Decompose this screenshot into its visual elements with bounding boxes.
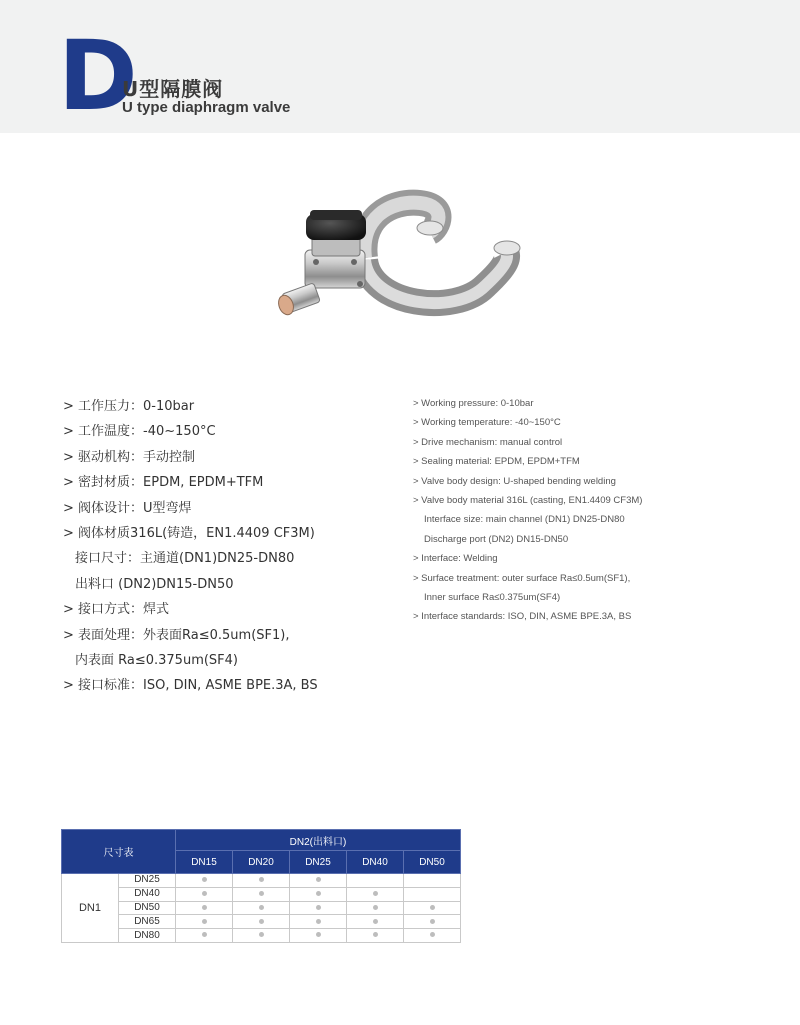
product-image (270, 188, 530, 333)
size-table (61, 829, 461, 943)
available-dot-icon (316, 905, 321, 910)
spec-en-item: Interface size: main channel (DN1) DN25-DN80 (424, 514, 625, 526)
product-title-en: U type diaphragm valve (122, 99, 291, 116)
availability-cell (176, 874, 233, 888)
spec-en-item: > Valve body design: U-shaped bending welding (413, 475, 616, 487)
availability-cell (176, 915, 233, 929)
spec-en-item: Inner surface Ra≤0.375um(SF4) (424, 591, 561, 603)
available-dot-icon (259, 932, 264, 937)
availability-cell (233, 901, 290, 915)
spec-en-item: Discharge port (DN2) DN15-DN50 (424, 533, 569, 545)
available-dot-icon (259, 877, 264, 882)
availability-cell (176, 901, 233, 915)
available-dot-icon (430, 932, 435, 937)
available-dot-icon (430, 905, 435, 910)
spec-list-en (413, 394, 773, 627)
available-dot-icon (202, 905, 207, 910)
size-table-body (62, 874, 461, 943)
spec-cn-item: > 工作压力：0-10bar (63, 399, 195, 414)
availability-cell (290, 929, 347, 943)
available-dot-icon (373, 891, 378, 896)
availability-cell (404, 887, 461, 901)
availability-cell (176, 887, 233, 901)
table-row (62, 915, 461, 929)
valve-illustration (270, 188, 530, 328)
availability-cell (233, 874, 290, 888)
column-header: DN15 (176, 851, 233, 874)
row-label: DN65 (119, 915, 176, 929)
spec-cn-item: > 工作温度：-40~150°C (63, 424, 216, 440)
row-label: DN25 (119, 874, 176, 888)
spec-cn-item: > 接口标准：ISO, DIN, ASME BPE.3A, BS (63, 678, 318, 694)
row-label: DN50 (119, 901, 176, 915)
available-dot-icon (373, 905, 378, 910)
availability-cell (233, 887, 290, 901)
available-dot-icon (202, 877, 207, 882)
spec-cn-item: 接口尺寸：主通道(DN1)DN25-DN80 (75, 551, 295, 567)
available-dot-icon (373, 932, 378, 937)
table-row (62, 929, 461, 943)
availability-cell (404, 901, 461, 915)
table-row (62, 901, 461, 915)
availability-cell (347, 929, 404, 943)
spec-cn-item: > 阀体设计：U型弯焊 (63, 500, 192, 516)
spec-cn-item: > 密封材质：EPDM, EPDM+TFM (63, 475, 264, 491)
section-letter: D (58, 20, 136, 132)
available-dot-icon (259, 919, 264, 924)
availability-cell (347, 874, 404, 888)
column-header: DN50 (404, 851, 461, 874)
spec-en-item: > Valve body material 316L (casting, EN1.4409 CF3M) (413, 494, 643, 506)
spec-en-item: > Drive mechanism: manual control (413, 436, 563, 448)
available-dot-icon (316, 919, 321, 924)
available-dot-icon (430, 919, 435, 924)
availability-cell (347, 915, 404, 929)
availability-cell (347, 901, 404, 915)
availability-cell (290, 874, 347, 888)
column-header: DN40 (347, 851, 404, 874)
table-row (62, 874, 461, 888)
availability-cell (290, 887, 347, 901)
spec-cn-item: 出料口 (DN2)DN15-DN50 (75, 576, 234, 592)
spec-en-item: > Surface treatment: outer surface Ra≤0.5um(SF1), (413, 572, 631, 584)
spec-en-item: > Working pressure: 0-10bar (413, 398, 534, 409)
available-dot-icon (316, 877, 321, 882)
spec-cn-item: > 阀体材质316L(铸造，EN1.4409 CF3M) (63, 525, 315, 541)
available-dot-icon (202, 891, 207, 896)
spec-cn-item: > 驱动机构：手动控制 (63, 449, 196, 465)
spec-en-item: > Interface: Welding (413, 553, 498, 565)
row-label: DN80 (119, 929, 176, 943)
availability-cell (290, 901, 347, 915)
available-dot-icon (202, 919, 207, 924)
spec-en-item: > Interface standards: ISO, DIN, ASME BPE.3A, BS (413, 611, 632, 623)
dn2-header: DN2(出料口) (176, 830, 461, 851)
available-dot-icon (373, 919, 378, 924)
spec-cn-item: > 接口方式：焊式 (63, 602, 170, 618)
spec-cn-item: > 表面处理：外表面Ra≤0.5um(SF1), (63, 627, 290, 643)
available-dot-icon (259, 905, 264, 910)
row-label: DN40 (119, 887, 176, 901)
available-dot-icon (316, 891, 321, 896)
availability-cell (233, 915, 290, 929)
product-title-cn: U型隔膜阀 (122, 77, 224, 101)
available-dot-icon (202, 932, 207, 937)
header-band (0, 0, 800, 133)
spec-en-item: > Working temperature: -40~150°C (413, 417, 561, 429)
availability-cell (176, 929, 233, 943)
spec-cn-item: 内表面 Ra≤0.375um(SF4) (75, 652, 239, 668)
availability-cell (404, 874, 461, 888)
availability-cell (233, 929, 290, 943)
size-table-title: 尺寸表 (62, 830, 176, 874)
availability-cell (347, 887, 404, 901)
availability-cell (404, 915, 461, 929)
spec-list-cn (63, 394, 383, 699)
dn1-label: DN1 (62, 874, 119, 943)
available-dot-icon (316, 932, 321, 937)
spec-en-item: > Sealing material: EPDM, EPDM+TFM (413, 456, 580, 468)
available-dot-icon (259, 891, 264, 896)
column-header: DN25 (290, 851, 347, 874)
column-header: DN20 (233, 851, 290, 874)
availability-cell (290, 915, 347, 929)
availability-cell (404, 929, 461, 943)
table-row (62, 887, 461, 901)
